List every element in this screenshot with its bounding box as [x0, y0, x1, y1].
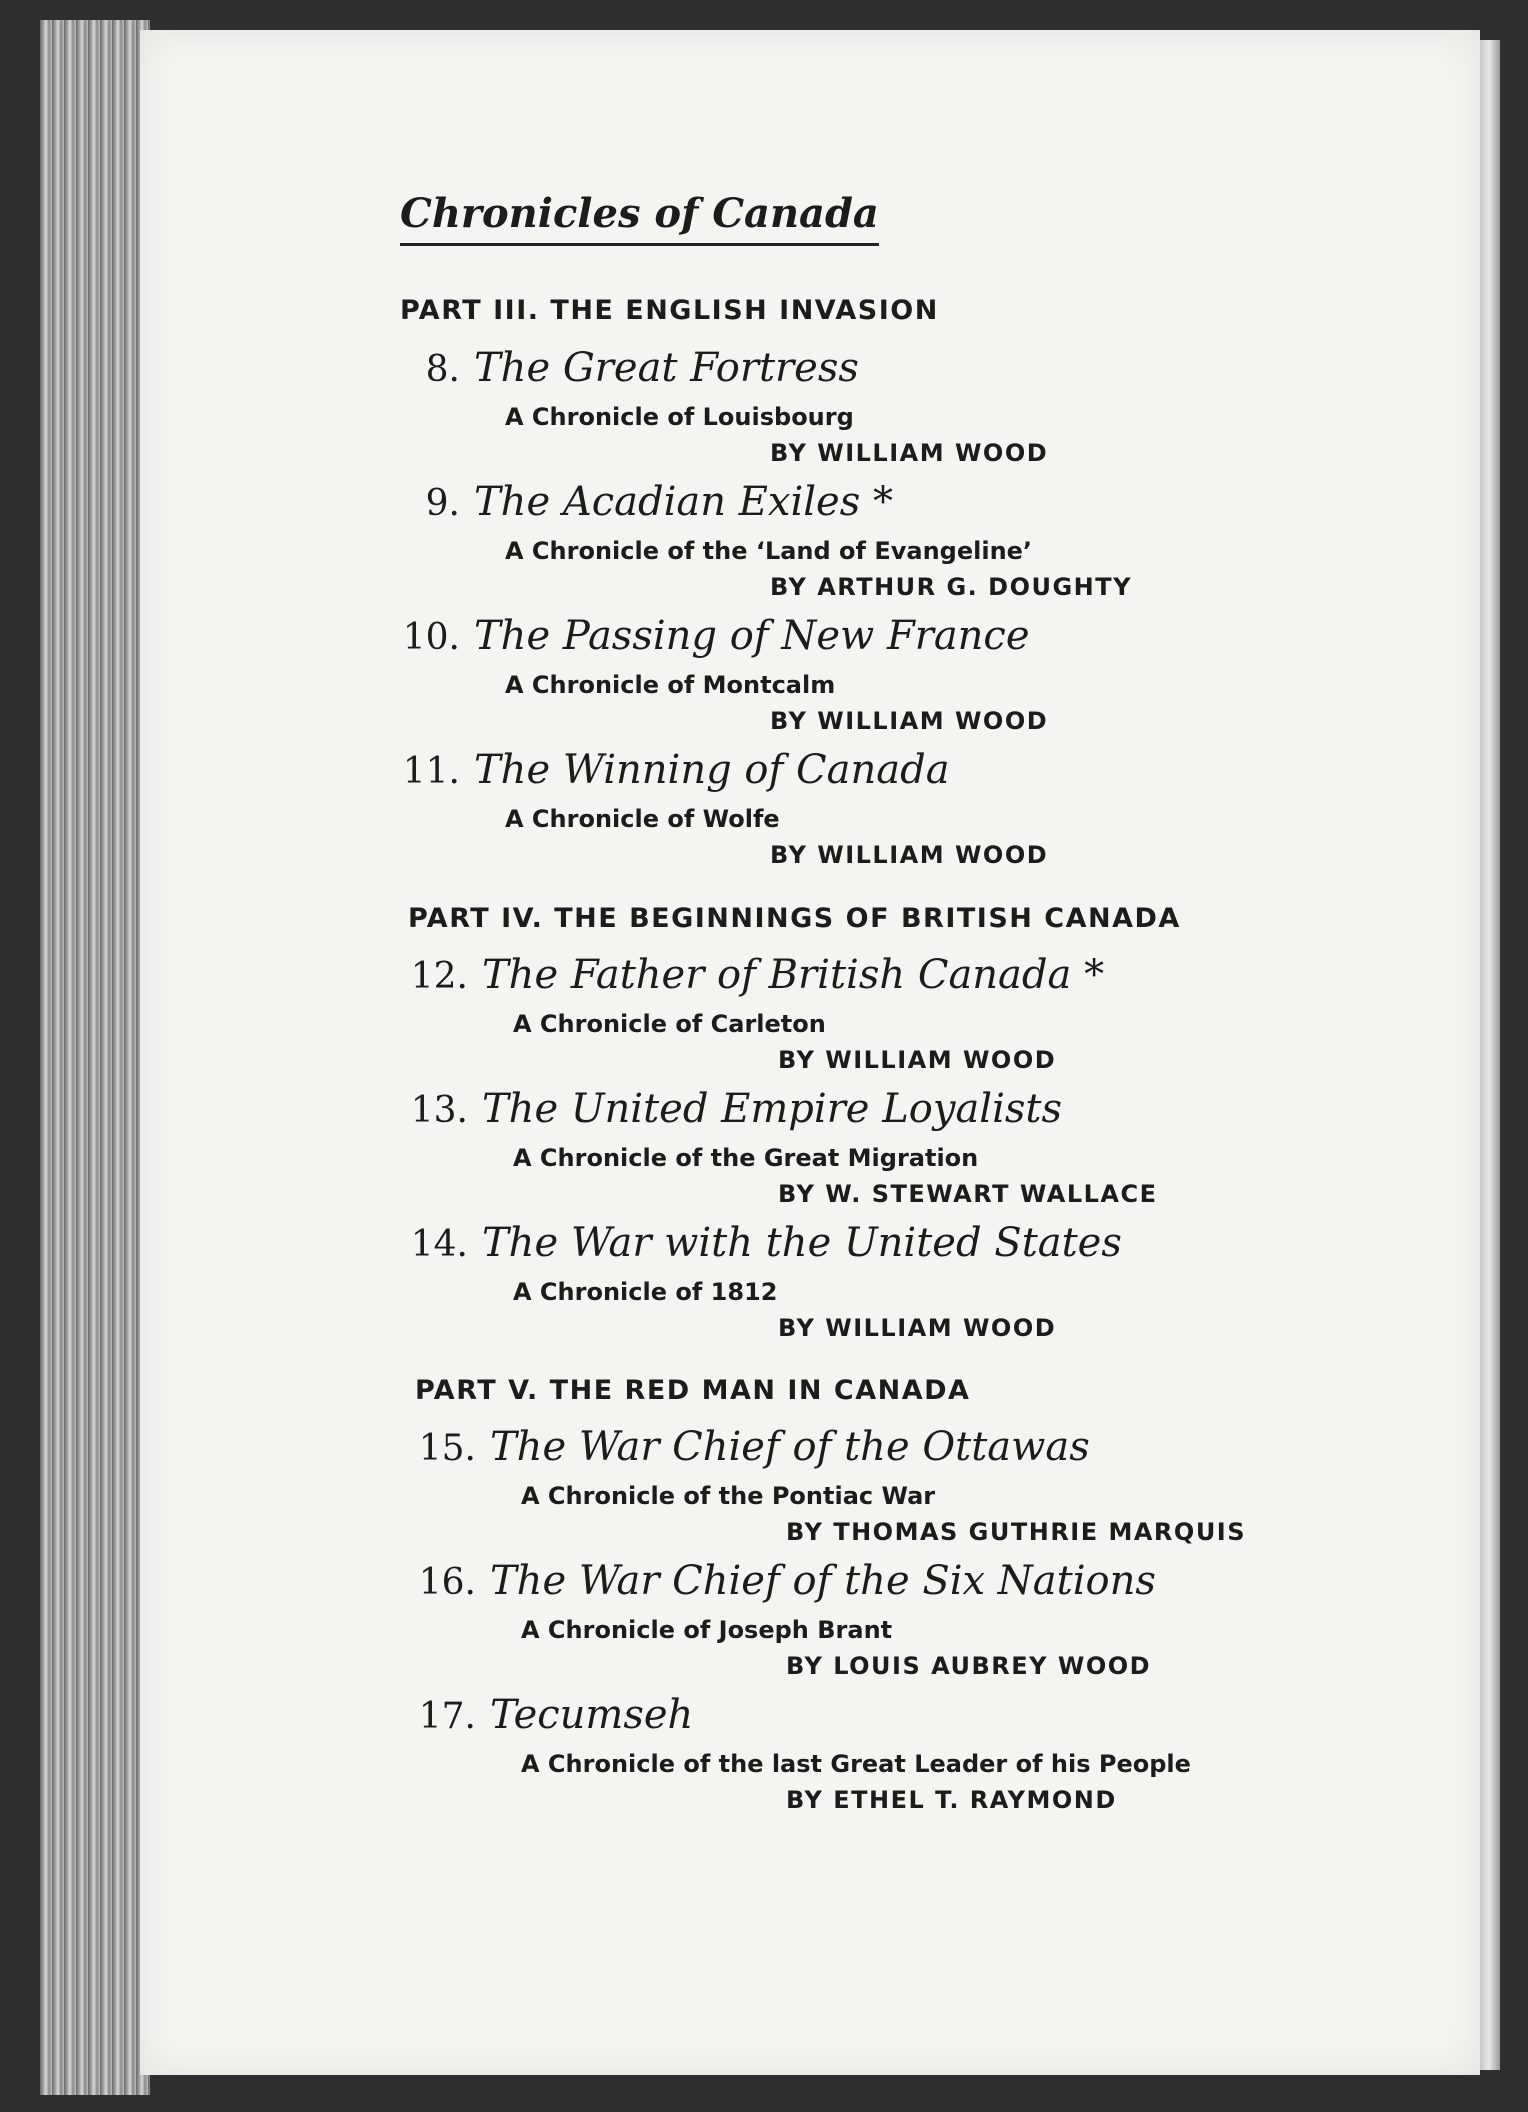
book-page-edges	[40, 20, 150, 2095]
list-item	[406, 1692, 1506, 1814]
entry-number: 10.	[402, 617, 460, 658]
entry-title: The United Empire Loyalists	[482, 1086, 1062, 1132]
entry-number: 11.	[402, 751, 460, 792]
list-item	[390, 479, 1490, 601]
entry-number: 15.	[418, 1428, 476, 1469]
entry-subtitle: A Chronicle of Wolfe	[505, 805, 780, 833]
entry-title: The War Chief of the Six Nations	[490, 1558, 1156, 1604]
entry-author: BY ETHEL T. RAYMOND	[786, 1786, 1117, 1814]
entry-author: BY WILLIAM WOOD	[778, 1314, 1057, 1342]
entry-author: BY WILLIAM WOOD	[770, 707, 1049, 735]
entry-subtitle: A Chronicle of the last Great Leader of his People	[521, 1750, 1191, 1778]
entry-number: 12.	[410, 956, 468, 997]
entry-author: BY WILLIAM WOOD	[770, 841, 1049, 869]
list-item	[398, 1086, 1498, 1208]
entry-number: 13.	[410, 1090, 468, 1131]
entry-subtitle: A Chronicle of 1812	[513, 1278, 778, 1306]
entry-title: The Great Fortress	[474, 345, 859, 391]
part-heading: PART III. THE ENGLISH INVASION	[400, 295, 939, 326]
entry-number: 14.	[410, 1224, 468, 1265]
list-item	[406, 1558, 1506, 1680]
list-item	[398, 952, 1498, 1074]
entry-subtitle: A Chronicle of the Pontiac War	[521, 1482, 936, 1510]
entry-subtitle: A Chronicle of Montcalm	[505, 671, 836, 699]
list-item	[390, 747, 1490, 869]
entry-author: BY THOMAS GUTHRIE MARQUIS	[786, 1518, 1247, 1546]
entry-subtitle: A Chronicle of the Great Migration	[513, 1144, 979, 1172]
entry-author: BY LOUIS AUBREY WOOD	[786, 1652, 1152, 1680]
entry-title: The War Chief of the Ottawas	[490, 1424, 1090, 1470]
entry-title: The Acadian Exiles *	[474, 479, 893, 525]
entry-subtitle: A Chronicle of Louisbourg	[505, 403, 854, 431]
entry-number: 9.	[425, 483, 460, 524]
entry-title: The War with the United States	[482, 1220, 1122, 1266]
entry-author: BY ARTHUR G. DOUGHTY	[770, 573, 1132, 601]
entry-title: Tecumseh	[490, 1692, 694, 1738]
entry-author: BY WILLIAM WOOD	[770, 439, 1049, 467]
entry-author: BY WILLIAM WOOD	[778, 1046, 1057, 1074]
entry-title: The Passing of New France	[474, 613, 1030, 659]
list-item	[398, 1220, 1498, 1342]
entry-subtitle: A Chronicle of the ‘Land of Evangeline’	[505, 537, 1033, 565]
list-item	[390, 613, 1490, 735]
entry-title: The Father of British Canada *	[482, 952, 1105, 998]
entry-subtitle: A Chronicle of Carleton	[513, 1010, 826, 1038]
entry-number: 17.	[418, 1696, 476, 1737]
list-item	[406, 1424, 1506, 1546]
entry-author: BY W. STEWART WALLACE	[778, 1180, 1158, 1208]
series-title: Chronicles of Canada	[400, 190, 879, 246]
page-content	[140, 30, 1480, 2075]
list-item	[390, 345, 1490, 467]
page	[140, 30, 1480, 2075]
entry-title: The Winning of Canada	[474, 747, 950, 793]
entry-number: 16.	[418, 1562, 476, 1603]
part-heading: PART IV. THE BEGINNINGS OF BRITISH CANADA	[408, 903, 1181, 934]
part-heading: PART V. THE RED MAN IN CANADA	[415, 1375, 971, 1406]
entry-number: 8.	[425, 349, 460, 390]
entry-subtitle: A Chronicle of Joseph Brant	[521, 1616, 893, 1644]
